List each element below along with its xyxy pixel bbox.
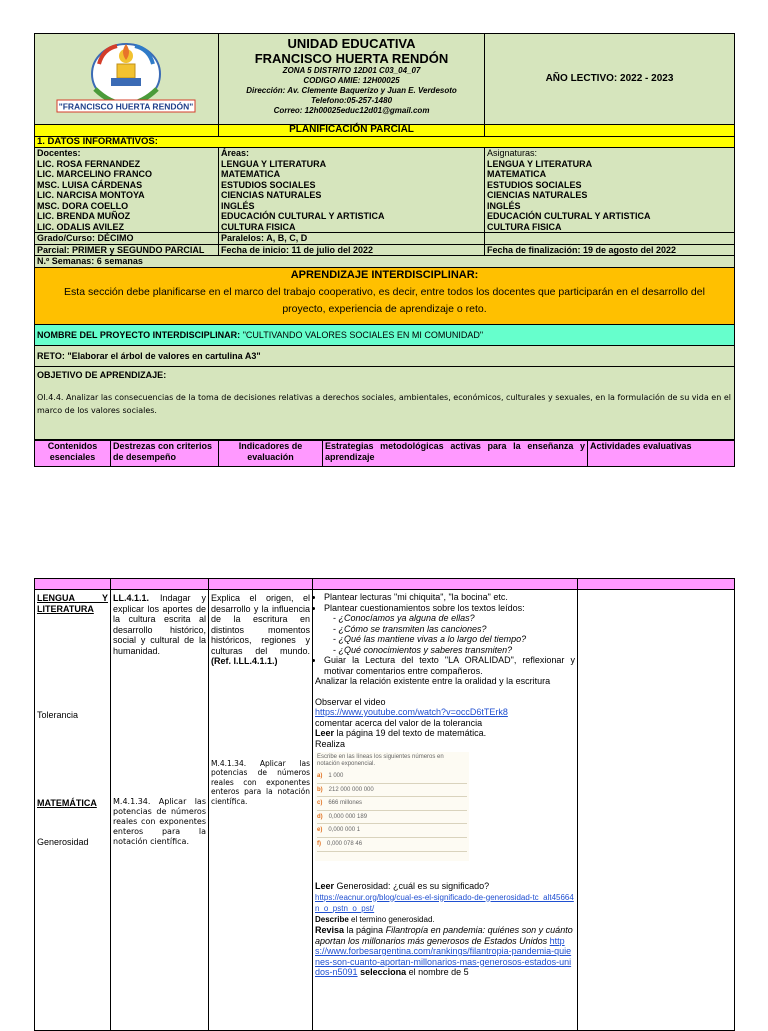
col-estrategias: Estrategias metodológicas activas para la enseñanza y aprendizaje — [323, 441, 588, 467]
skills-cell — [111, 590, 209, 1031]
project-name-cell — [35, 325, 735, 346]
weeks: N.º Semanas: 6 semanas — [35, 256, 735, 268]
objective-label: OBJETIVO DE APRENDIZAJE: — [37, 370, 167, 380]
area-item: LENGUA Y LITERATURA — [221, 158, 327, 169]
teachers-label: Docentes: — [37, 148, 81, 158]
school-type: UNIDAD EDUCATIVA — [287, 36, 416, 51]
review-text: la página — [344, 925, 386, 935]
indicators-cell — [209, 590, 313, 1031]
school-zone: ZONA 5 DISTRITO 12D01 C03_04_07 — [282, 66, 421, 75]
strategy-analyze: Analizar la relación existente entre la oralidad y la escritura — [315, 676, 551, 686]
interdisciplinary-body: Esta sección debe planificarse en el marco del trabajo cooperativo, es decir, entre todos los docentes que participarán en el desarrollo del proyecto, experiencia de aprendizaje o reto. — [64, 286, 705, 315]
question-item: - ¿Qué las mantiene vivas a lo largo del tiempo? — [333, 634, 575, 645]
exercise-row: e) 0,000 000 1 — [317, 824, 467, 838]
evaluation-cell — [578, 590, 735, 1031]
subject-item: CIENCIAS NATURALES — [487, 190, 588, 200]
m-indicator: M.4.1.34. Aplicar las potencias de números reales con exponentes enteros para la notación científica. — [211, 758, 310, 806]
read-page: la página 19 del texto de matemática. — [334, 728, 487, 738]
matematica-label: MATEMÁTICA — [37, 797, 97, 808]
interdisciplinary-title: APRENDIZAJE INTERDISCIPLINAR: — [290, 268, 479, 281]
exercise-row: d) 0,000 000 189 — [317, 811, 467, 825]
lengua-label: LENGUA Y LITERATURA — [37, 593, 108, 614]
forbes-link[interactable]: https://www.forbesargentina.com/rankings/filantropia-pandemia-quienes-son-cuanto-aportan-millonarios-mas-generosos-estados-unidos-n5091 — [315, 935, 572, 977]
gen-question: Generosidad: ¿cuál es su significado? — [334, 881, 490, 891]
area-item: EDUCACIÓN CULTURAL Y ARTISTICA — [221, 211, 385, 221]
project-name: "CULTIVANDO VALORES SOCIALES EN MI COMUNIDAD" — [240, 329, 484, 340]
interdisciplinary-cell — [35, 267, 735, 325]
ll-indicator: Explica el origen, el desarrollo y la influencia de la escritura en distintos momentos históricos, regiones y culturas del mundo. — [211, 593, 310, 656]
m-skill: M.4.1.34. Aplicar las potencias de números reales con exponentes enteros para la notación científica. — [113, 797, 206, 846]
teacher-item: LIC. NARCISA MONTOYA — [37, 190, 145, 200]
area-item: CIENCIAS NATURALES — [221, 190, 322, 200]
objective-cell — [35, 367, 735, 440]
columns-header-table — [34, 440, 735, 467]
teachers-cell — [35, 148, 219, 233]
school-logo-icon — [37, 34, 215, 120]
strategy-item: • Guiar la Lectura del texto "LA ORALIDAD", reflexionar y motivar comentarios entre compañeros. — [324, 655, 575, 676]
review-word: Revisa — [315, 925, 345, 935]
col-actividades: Actividades evaluativas — [588, 441, 735, 467]
parallels: Paralelos: A, B, C, D — [219, 233, 485, 245]
subject-item: ESTUDIOS SOCIALES — [487, 179, 582, 190]
challenge: RETO: "Elaborar el árbol de valores en cartulina A3" — [35, 346, 735, 367]
subjects-cell — [485, 148, 735, 233]
school-name: FRANCISCO HUERTA RENDÓN — [254, 51, 449, 66]
project-label: NOMBRE DEL PROYECTO INTERDISCIPLINAR: — [37, 329, 241, 340]
select-text: el nombre de 5 — [406, 967, 469, 977]
area-item: ESTUDIOS SOCIALES — [221, 179, 316, 190]
question-item: - ¿Qué conocimientos y saberes transmiten? — [333, 645, 575, 656]
plan-title: PLANIFICACIÓN PARCIAL — [219, 125, 485, 137]
generosity-link[interactable]: https://eacnur.org/blog/cual-es-el-significado-de-generosidad-tc_alt45664n_o_pstn_o_pst/ — [315, 892, 574, 913]
end-date: Fecha de finalización: 19 de agosto del 2022 — [485, 244, 735, 256]
exercise-image — [315, 752, 469, 861]
planning-detail-page — [34, 578, 734, 1031]
grade: Grado/Curso: DÉCIMO — [35, 233, 219, 245]
value-tolerancia: Tolerancia — [37, 710, 79, 720]
strategies-cell — [313, 590, 578, 1031]
teacher-item: LIC. BRENDA MUÑOZ — [37, 211, 131, 221]
contents-cell — [35, 590, 111, 1031]
subject-item: INGLÉS — [487, 200, 521, 211]
col-contenidos: Contenidos esenciales — [35, 441, 111, 467]
areas-label: Áreas: — [221, 148, 250, 158]
areas-cell — [219, 148, 485, 233]
school-phone: Telefono:05-257-1480 — [310, 96, 393, 105]
teacher-item: MSC. DORA COELLO — [37, 200, 129, 211]
subject-item: CULTURA FISICA — [487, 221, 562, 232]
detail-table — [34, 578, 735, 1031]
select-word: selecciona — [360, 967, 407, 977]
area-item: MATEMATICA — [221, 169, 281, 179]
teacher-item: LIC. MARCELINO FRANCO — [37, 169, 152, 179]
strategy-item: • Plantear cuestionamientos sobre los textos leídos: — [324, 603, 575, 614]
subject-item: EDUCACIÓN CULTURAL Y ARTISTICA — [487, 211, 651, 221]
video-link[interactable]: https://www.youtube.com/watch?v=occD6tTErk8 — [315, 707, 508, 717]
review-title: Filantropía en pandemia: quiénes son y cuánto aportan los millonarios más generosos de Estados Unidos — [315, 925, 573, 946]
school-year: AÑO LECTIVO: 2022 - 2023 — [485, 34, 735, 125]
school-address: Dirección: Av. Clemente Baquerizo y Juan E. Verdesoto — [246, 86, 457, 95]
subject-item: MATEMATICA — [487, 169, 547, 179]
planning-header-page — [34, 33, 734, 467]
strategy-item: • Plantear lecturas "mi chiquita", "la bocina" etc. — [324, 592, 575, 603]
ll-skill-text: Indagar y explicar los aportes de la cultura escrita al desarrollo histórico, social y cultural de la humanidad. — [113, 593, 206, 656]
gen-read-word: Leer — [315, 881, 335, 891]
area-item: INGLÉS — [221, 200, 255, 211]
col-destrezas: Destrezas con criterios de desempeño — [111, 441, 219, 467]
question-item: - ¿Conocíamos ya alguna de ellas? — [333, 613, 575, 624]
school-email: Correo: 12h00025educ12d01@gmail.com — [273, 106, 430, 115]
ll-indicator-ref: (Ref. I.LL.4.1.1.) — [211, 656, 278, 666]
question-item: - ¿Cómo se transmiten las canciones? — [333, 624, 575, 635]
start-date: Fecha de inicio: 11 de julio del 2022 — [219, 244, 485, 256]
school-info-cell — [219, 34, 485, 125]
teacher-item: LIC. ODALIS AVILEZ — [37, 221, 124, 232]
value-generosidad: Generosidad — [37, 837, 89, 847]
describe-text: el termino generosidad. — [348, 914, 435, 924]
exercise-row: a) 1 000 — [317, 770, 467, 784]
subjects-label: Asignaturas: — [487, 148, 538, 158]
col-indicadores: Indicadores de evaluación — [219, 441, 323, 467]
logo-cell — [35, 34, 219, 125]
describe-word: Describe — [315, 914, 349, 924]
video-comment: comentar acerca del valor de la tolerancia — [315, 717, 483, 728]
read-word: Leer — [315, 728, 335, 738]
info-section-title: 1. DATOS INFORMATIVOS: — [35, 136, 735, 148]
teacher-item: LIC. ROSA FERNANDEZ — [37, 158, 141, 169]
exercise-title: Escribe en las líneas los siguientes números en notación exponencial. — [317, 754, 444, 767]
exercise-row: b) 212 000 000 000 — [317, 784, 467, 798]
objective-text: OI.4.4. Analizar las consecuencias de la toma de decisiones relativas a derechos sociales, ambientales, económicos, culturales y sexuales, en la formulación de su vida en el marco de los valores sociales. — [37, 392, 731, 415]
logo-text: "FRANCISCO HUERTA RENDÓN" — [58, 101, 194, 112]
exercise-row: c) 666 millones — [317, 797, 467, 811]
exercise-row: f) 0,000 078 46 — [317, 838, 467, 852]
teacher-item: MSC. LUISA CÁRDENAS — [37, 179, 143, 190]
partial: Parcial: PRIMER y SEGUNDO PARCIAL — [35, 244, 219, 256]
header-table — [34, 33, 735, 440]
do-label: Realiza — [315, 738, 346, 749]
subject-item: LENGUA Y LITERATURA — [487, 158, 593, 169]
video-label: Observar el video — [315, 696, 386, 707]
area-item: CULTURA FISICA — [221, 221, 296, 232]
school-amie: CODIGO AMIE: 12H00025 — [303, 76, 400, 85]
ll-skill-code: LL.4.1.1. — [113, 593, 150, 603]
